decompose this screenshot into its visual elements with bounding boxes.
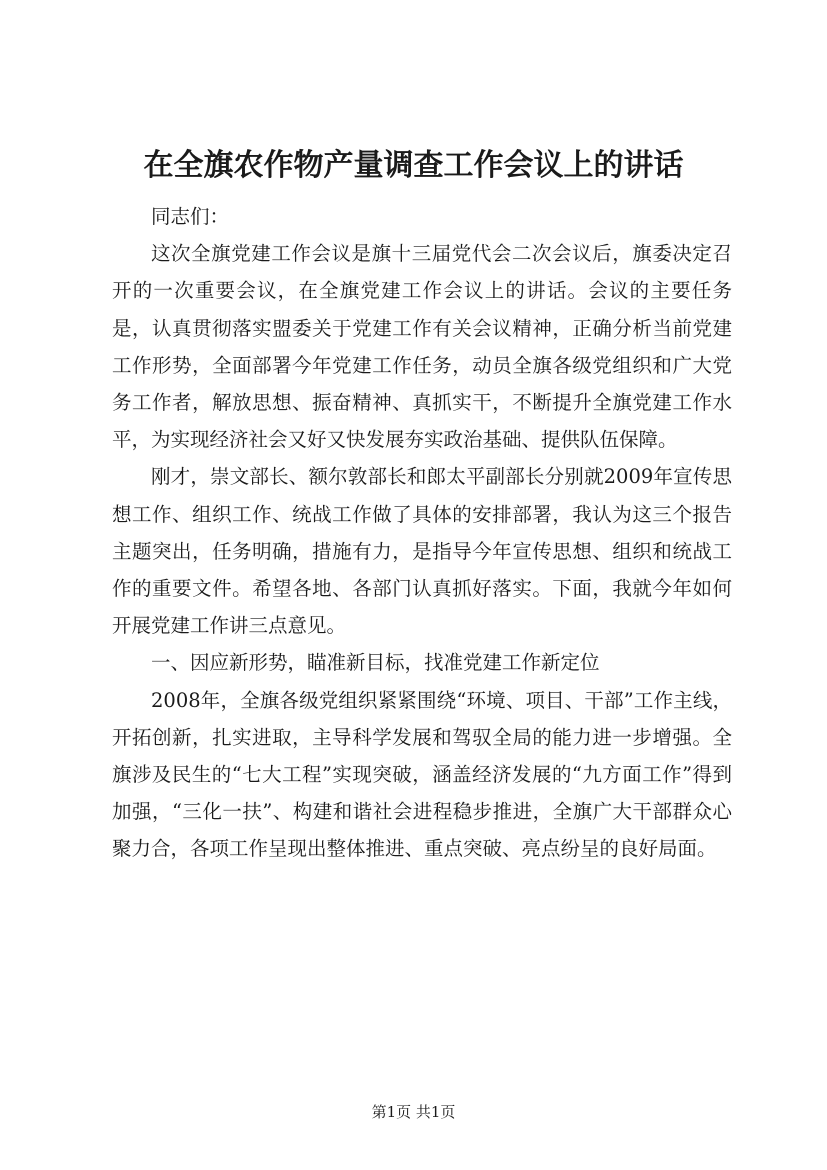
paragraph-intro: 这次全旗党建工作会议是旗十三届党代会二次会议后，旗委决定召开的一次重要会议，在全旗党建工作会议上的讲话。会议的主要任务是，认真贯彻落实盟委关于党建工作有关会议精神，正确分析当前党建工作形势，全面部署今年党建工作任务，动员全旗各级党组织和广大党务工作者，解放思想、振奋精神、真抓实干，不断提升全旗党建工作水平，为实现经济社会又好又快发展夯实政治基础、提供队伍保障。 [112, 242, 732, 452]
paragraph-2008-review: 2008年，全旗各级党组织紧紧围绕“环境、项目、干部”工作主线，开拓创新，扎实进取，主导科学发展和驾驭全局的能力进一步增强。全旗涉及民生的“七大工程”实现突破，涵盖经济发展的“九方面工作”得到加强，“三化一扶”、构建和谐社会进程稳步推进，全旗广大干部群众心聚力合，各项工作呈现出整体推进、重点突破、亮点纷呈的良好局面。 [112, 688, 732, 861]
document-title: 在全旗农作物产量调查工作会议上的讲话 [143, 148, 684, 183]
paragraph-reports: 刚才，崇文部长、额尔敦部长和郎太平副部长分别就2009年宣传思想工作、组织工作、统战工作做了具体的安排部署，我认为这三个报告主题突出，任务明确，措施有力，是指导今年宣传思想、组织和统战工作的重要文件。希望各地、各部门认真抓好落实。下面，我就今年如何开展党建工作讲三点意见。 [112, 465, 732, 638]
page-footer: 第1页 共1页 [371, 1103, 456, 1121]
section-heading-1: 一、因应新形势，瞄准新目标，找准党建工作新定位 [151, 651, 600, 675]
document-body [112, 198, 732, 868]
salutation: 同志们： [151, 205, 230, 228]
